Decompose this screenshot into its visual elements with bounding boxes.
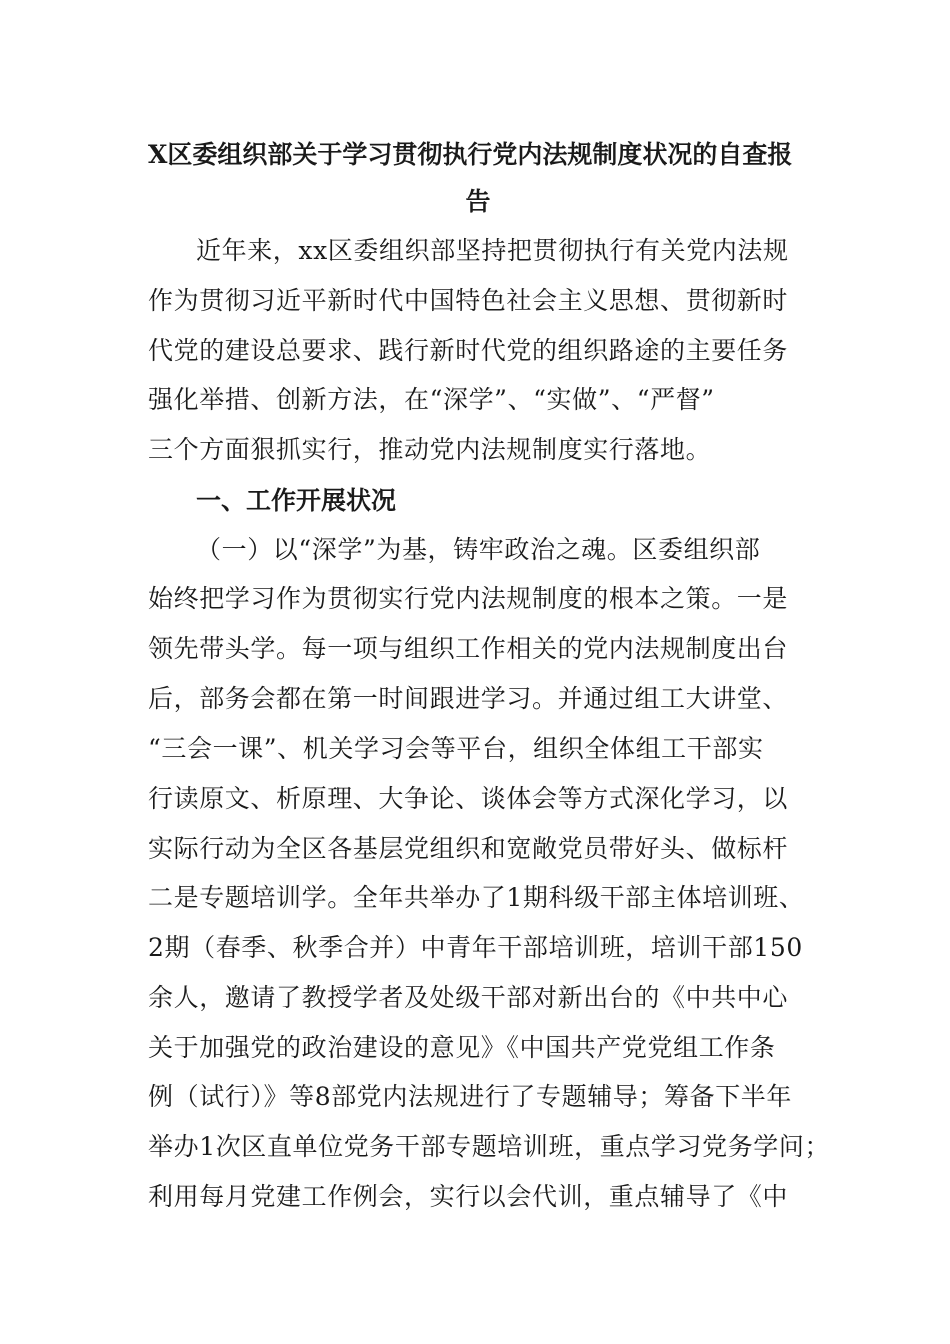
- body-paragraph-line: 二是专题培训学。全年共举办了1期科级干部主体培训班、: [148, 883, 805, 912]
- intro-paragraph-line: 代党的建设总要求、践行新时代党的组织路途的主要任务: [148, 336, 789, 365]
- body-paragraph-line: 举办1次区直单位党务干部专题培训班，重点学习党务学问；: [148, 1132, 831, 1161]
- document-title-line-1: X区委组织部关于学习贯彻执行党内法规制度状况的自查报: [148, 140, 793, 169]
- body-paragraph-line: （一）以“深学”为基，铸牢政治之魂。区委组织部: [196, 535, 761, 564]
- document-title-line-2: 告: [465, 187, 491, 216]
- body-paragraph-line: 实际行动为全区各基层党组织和宽敞党员带好头、做标杆: [148, 834, 789, 863]
- body-paragraph-line: 例（试行）》等8部党内法规进行了专题辅导；筹备下半年: [148, 1082, 793, 1111]
- body-paragraph-line: 关于加强党的政治建设的意见》《中国共产党党组工作条: [148, 1033, 776, 1062]
- body-paragraph-line: 领先带头学。每一项与组织工作相关的党内法规制度出台: [148, 634, 789, 663]
- body-paragraph-line: 余人，邀请了教授学者及处级干部对新出台的《中共中心: [148, 983, 789, 1012]
- intro-paragraph-line: 强化举措、创新方法，在“深学”、“实做”、“严督”: [148, 385, 715, 414]
- intro-paragraph-line: 作为贯彻习近平新时代中国特色社会主义思想、贯彻新时: [148, 286, 789, 315]
- intro-paragraph-line: 近年来，xx区委组织部坚持把贯彻执行有关党内法规: [196, 236, 789, 265]
- body-paragraph-line: 2期（春季、秋季合并）中青年干部培训班，培训干部150: [148, 933, 803, 962]
- section-heading: 一、工作开展状况: [196, 486, 397, 515]
- body-paragraph-line: 行读原文、析原理、大争论、谈体会等方式深化学习，以: [148, 784, 789, 813]
- body-paragraph-line: 利用每月党建工作例会，实行以会代训，重点辅导了《中: [148, 1182, 789, 1211]
- body-paragraph-line: 后，部务会都在第一时间跟进学习。并通过组工大讲堂、: [148, 684, 789, 713]
- body-paragraph-line: 始终把学习作为贯彻实行党内法规制度的根本之策。一是: [148, 584, 789, 613]
- intro-paragraph-line: 三个方面狠抓实行，推动党内法规制度实行落地。: [148, 435, 712, 464]
- body-paragraph-line: “三会一课”、机关学习会等平台，组织全体组工干部实: [148, 734, 764, 763]
